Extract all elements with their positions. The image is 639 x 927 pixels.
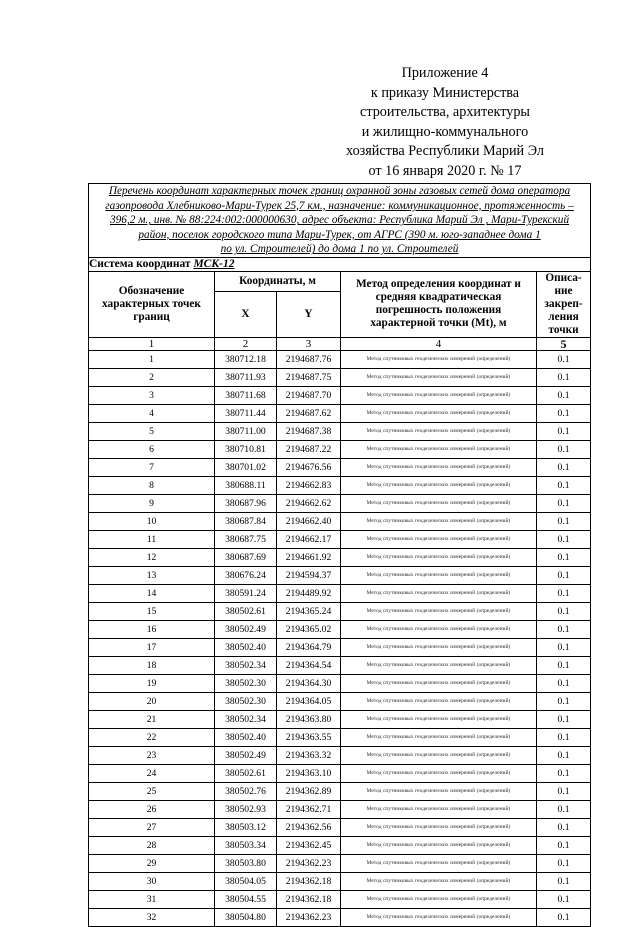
table-row [89, 530, 591, 548]
point-number: 29 [89, 854, 215, 872]
method: Метод спутниковых геодезических измерений (определений) [341, 728, 537, 746]
method: Метод спутниковых геодезических измерений (определений) [341, 692, 537, 710]
table-row [89, 800, 591, 818]
coord-x: 380701.02 [215, 458, 277, 476]
method: Метод спутниковых геодезических измерений (определений) [341, 350, 537, 368]
accuracy-value: 0.1 [537, 404, 591, 422]
accuracy-value: 0.1 [537, 602, 591, 620]
method: Метод спутниковых геодезических измерений (определений) [341, 836, 537, 854]
table-row [89, 872, 591, 890]
coord-x: 380503.34 [215, 836, 277, 854]
point-number: 9 [89, 494, 215, 512]
coord-x: 380503.80 [215, 854, 277, 872]
method: Метод спутниковых геодезических измерений (определений) [341, 368, 537, 386]
method: Метод спутниковых геодезических измерений (определений) [341, 872, 537, 890]
coord-y: 2194363.32 [277, 746, 341, 764]
table-row [89, 422, 591, 440]
coord-x: 380502.76 [215, 782, 277, 800]
accuracy-value: 0.1 [537, 710, 591, 728]
accuracy-value: 0.1 [537, 350, 591, 368]
coord-x: 380502.30 [215, 674, 277, 692]
column-number: 4 [341, 337, 537, 350]
method: Метод спутниковых геодезических измерений (определений) [341, 458, 537, 476]
method: Метод спутниковых геодезических измерений (определений) [341, 422, 537, 440]
header-line: точки [548, 323, 579, 336]
method: Метод спутниковых геодезических измерений (определений) [341, 764, 537, 782]
accuracy-value: 0.1 [537, 620, 591, 638]
coord-y: 2194687.75 [277, 368, 341, 386]
point-number: 1 [89, 350, 215, 368]
coord-x: 380711.44 [215, 404, 277, 422]
coord-y: 2194363.10 [277, 764, 341, 782]
coord-y: 2194662.17 [277, 530, 341, 548]
table-row [89, 746, 591, 764]
coord-y: 2194363.55 [277, 728, 341, 746]
coordinate-system-value: МСК-12 [193, 257, 235, 270]
table-row [89, 854, 591, 872]
point-number: 30 [89, 872, 215, 890]
coord-y: 2194687.22 [277, 440, 341, 458]
point-number: 3 [89, 386, 215, 404]
coord-x: 380711.00 [215, 422, 277, 440]
coord-y: 2194594.37 [277, 566, 341, 584]
point-number: 10 [89, 512, 215, 530]
point-number: 5 [89, 422, 215, 440]
coord-y: 2194676.56 [277, 458, 341, 476]
method: Метод спутниковых геодезических измерений (определений) [341, 656, 537, 674]
coord-x: 380502.30 [215, 692, 277, 710]
point-number: 6 [89, 440, 215, 458]
heading-line: Перечень координат характерных точек границ охранной зоны газовых сетей дома оператора [108, 185, 571, 197]
coord-x: 380502.34 [215, 656, 277, 674]
accuracy-value: 0.1 [537, 728, 591, 746]
method: Метод спутниковых геодезических измерений (определений) [341, 818, 537, 836]
column-number: 5 [537, 337, 591, 350]
point-number: 11 [89, 530, 215, 548]
coord-x: 380710.81 [215, 440, 277, 458]
coord-y: 2194364.05 [277, 692, 341, 710]
table-row [89, 890, 591, 908]
coord-y: 2194687.62 [277, 404, 341, 422]
point-number: 2 [89, 368, 215, 386]
coord-x: 380504.55 [215, 890, 277, 908]
method: Метод спутниковых геодезических измерений (определений) [341, 674, 537, 692]
header-line: характерной точки (Mt), м [370, 317, 507, 330]
coord-y: 2194687.38 [277, 422, 341, 440]
method: Метод спутниковых геодезических измерений (определений) [341, 638, 537, 656]
coord-x: 380711.68 [215, 386, 277, 404]
accuracy-value: 0.1 [537, 782, 591, 800]
table-row [89, 836, 591, 854]
coord-y: 2194362.71 [277, 800, 341, 818]
table-row [89, 494, 591, 512]
accuracy-value: 0.1 [537, 368, 591, 386]
point-number: 13 [89, 566, 215, 584]
coord-x: 380711.93 [215, 368, 277, 386]
coord-x: 380504.80 [215, 908, 277, 926]
table-row [89, 728, 591, 746]
accuracy-value: 0.1 [537, 764, 591, 782]
header-line: характерных точек [102, 297, 201, 310]
method: Метод спутниковых геодезических измерений (определений) [341, 512, 537, 530]
header-line: ления [548, 310, 579, 323]
appendix-line: к приказу Министерства [370, 84, 520, 101]
method: Метод спутниковых геодезических измерений (определений) [341, 710, 537, 728]
point-number: 27 [89, 818, 215, 836]
coord-y: 2194362.18 [277, 872, 341, 890]
heading-line: район, поселок городского типа Мари-Турек, от АГРС (390 м. юго-западнее дома 1 [138, 228, 541, 241]
appendix-block [300, 64, 590, 182]
accuracy-value: 0.1 [537, 584, 591, 602]
point-number: 16 [89, 620, 215, 638]
accuracy-value: 0.1 [537, 692, 591, 710]
method: Метод спутниковых геодезических измерений (определений) [341, 746, 537, 764]
table-row [89, 638, 591, 656]
coord-x: 380502.93 [215, 800, 277, 818]
point-number: 15 [89, 602, 215, 620]
accuracy-value: 0.1 [537, 818, 591, 836]
accuracy-value: 0.1 [537, 458, 591, 476]
point-number: 12 [89, 548, 215, 566]
header-line: границ [133, 310, 170, 323]
coord-y: 2194687.76 [277, 350, 341, 368]
table-row [89, 782, 591, 800]
table-row [89, 620, 591, 638]
point-number: 21 [89, 710, 215, 728]
point-number: 25 [89, 782, 215, 800]
method: Метод спутниковых геодезических измерений (определений) [341, 440, 537, 458]
table-row [89, 458, 591, 476]
coord-x: 380687.84 [215, 512, 277, 530]
accuracy-value: 0.1 [537, 656, 591, 674]
coordinates-table [88, 183, 591, 927]
table-row [89, 404, 591, 422]
coord-y: 2194662.83 [277, 476, 341, 494]
point-number: 14 [89, 584, 215, 602]
column-number: 1 [89, 337, 215, 350]
header-coordinates: Координаты, м [215, 271, 341, 291]
coord-y: 2194364.79 [277, 638, 341, 656]
header-line: Описа- [545, 271, 582, 284]
coord-y: 2194364.30 [277, 674, 341, 692]
table-row [89, 386, 591, 404]
coord-x: 380591.24 [215, 584, 277, 602]
method: Метод спутниковых геодезических измерений (определений) [341, 404, 537, 422]
header-description [537, 271, 591, 337]
accuracy-value: 0.1 [537, 746, 591, 764]
table-row [89, 602, 591, 620]
coord-y: 2194362.89 [277, 782, 341, 800]
point-number: 32 [89, 908, 215, 926]
coordinate-system-label: Система координат [89, 257, 191, 270]
point-number: 7 [89, 458, 215, 476]
accuracy-value: 0.1 [537, 548, 591, 566]
point-number: 23 [89, 746, 215, 764]
appendix-line: хозяйства Республики Марий Эл [346, 143, 544, 160]
column-number: 2 [215, 337, 277, 350]
table-row [89, 908, 591, 926]
accuracy-value: 0.1 [537, 854, 591, 872]
method: Метод спутниковых геодезических измерений (определений) [341, 494, 537, 512]
method: Метод спутниковых геодезических измерений (определений) [341, 908, 537, 926]
coord-x: 380502.40 [215, 638, 277, 656]
point-number: 22 [89, 728, 215, 746]
method: Метод спутниковых геодезических измерений (определений) [341, 602, 537, 620]
coord-y: 2194661.92 [277, 548, 341, 566]
coord-y: 2194364.54 [277, 656, 341, 674]
coord-x: 380676.24 [215, 566, 277, 584]
method: Метод спутниковых геодезических измерений (определений) [341, 890, 537, 908]
point-number: 31 [89, 890, 215, 908]
coord-y: 2194662.40 [277, 512, 341, 530]
coord-y: 2194489.92 [277, 584, 341, 602]
table-row [89, 818, 591, 836]
accuracy-value: 0.1 [537, 494, 591, 512]
table-row [89, 548, 591, 566]
coord-x: 380502.61 [215, 602, 277, 620]
coord-x: 380502.49 [215, 620, 277, 638]
coord-y: 2194365.02 [277, 620, 341, 638]
table-row [89, 692, 591, 710]
appendix-line: строительства, архитектуры [360, 104, 530, 121]
table-row [89, 368, 591, 386]
header-line: Обозначение [118, 284, 185, 297]
accuracy-value: 0.1 [537, 512, 591, 530]
coord-y: 2194363.80 [277, 710, 341, 728]
table-row [89, 674, 591, 692]
method: Метод спутниковых геодезических измерений (определений) [341, 566, 537, 584]
coord-x: 380687.96 [215, 494, 277, 512]
accuracy-value: 0.1 [537, 800, 591, 818]
appendix-line: и жилищно-коммунального [361, 123, 529, 140]
method: Метод спутниковых геодезических измерений (определений) [341, 476, 537, 494]
table-row [89, 350, 591, 368]
document-heading [89, 184, 591, 258]
table-row [89, 566, 591, 584]
coord-y: 2194687.70 [277, 386, 341, 404]
column-number: 3 [277, 337, 341, 350]
header-line: закреп- [544, 297, 583, 310]
method: Метод спутниковых геодезических измерений (определений) [341, 548, 537, 566]
table-row [89, 710, 591, 728]
point-number: 26 [89, 800, 215, 818]
header-y: Y [277, 292, 341, 338]
coord-y: 2194362.23 [277, 854, 341, 872]
point-number: 19 [89, 674, 215, 692]
header-line: погрешность положения [375, 304, 502, 317]
method: Метод спутниковых геодезических измерений (определений) [341, 800, 537, 818]
table-row [89, 512, 591, 530]
coord-y: 2194662.62 [277, 494, 341, 512]
coord-x: 380502.61 [215, 764, 277, 782]
accuracy-value: 0.1 [537, 530, 591, 548]
coord-x: 380502.40 [215, 728, 277, 746]
method: Метод спутниковых геодезических измерений (определений) [341, 530, 537, 548]
coord-y: 2194365.24 [277, 602, 341, 620]
coord-y: 2194362.56 [277, 818, 341, 836]
accuracy-value: 0.1 [537, 386, 591, 404]
coord-x: 380688.11 [215, 476, 277, 494]
accuracy-value: 0.1 [537, 440, 591, 458]
coord-y: 2194362.45 [277, 836, 341, 854]
point-number: 8 [89, 476, 215, 494]
point-number: 18 [89, 656, 215, 674]
appendix-line: Приложение 4 [401, 65, 489, 81]
point-number: 17 [89, 638, 215, 656]
heading-line: 396,2 м., инв. № 88:224:002:000000630, адрес объекта: Республика Марий Эл , Мари-Турекский [109, 214, 570, 227]
header-method [341, 271, 537, 337]
coordinate-system [89, 257, 591, 271]
method: Метод спутниковых геодезических измерений (определений) [341, 782, 537, 800]
table-row [89, 440, 591, 458]
accuracy-value: 0.1 [537, 908, 591, 926]
method: Метод спутниковых геодезических измерений (определений) [341, 854, 537, 872]
header-line: ние [554, 284, 573, 297]
coord-x: 380687.75 [215, 530, 277, 548]
accuracy-value: 0.1 [537, 422, 591, 440]
header-line: средняя квадратическая [375, 291, 502, 304]
header-line: Метод определения координат и [356, 278, 521, 291]
method: Метод спутниковых геодезических измерений (определений) [341, 386, 537, 404]
method: Метод спутниковых геодезических измерений (определений) [341, 620, 537, 638]
coord-y: 2194362.18 [277, 890, 341, 908]
coord-x: 380502.49 [215, 746, 277, 764]
coord-x: 380504.05 [215, 872, 277, 890]
method: Метод спутниковых геодезических измерений (определений) [341, 584, 537, 602]
table-row [89, 656, 591, 674]
accuracy-value: 0.1 [537, 566, 591, 584]
appendix-line: от 16 января 2020 г. № 17 [368, 162, 522, 179]
coord-x: 380502.34 [215, 710, 277, 728]
table-row [89, 764, 591, 782]
table-row [89, 584, 591, 602]
coord-y: 2194362.23 [277, 908, 341, 926]
point-number: 20 [89, 692, 215, 710]
header-designation [89, 271, 215, 337]
accuracy-value: 0.1 [537, 836, 591, 854]
accuracy-value: 0.1 [537, 872, 591, 890]
coord-x: 380687.69 [215, 548, 277, 566]
header-x: X [215, 292, 277, 338]
point-number: 28 [89, 836, 215, 854]
accuracy-value: 0.1 [537, 638, 591, 656]
point-number: 24 [89, 764, 215, 782]
point-number: 4 [89, 404, 215, 422]
heading-line: по ул. Строителей) до дома 1 по ул. Строителей [220, 243, 459, 256]
heading-line: газопровода Хлебниково-Мари-Турек 25,7 км., назначение: коммуникационное, протяженность – [105, 199, 574, 212]
table-row [89, 476, 591, 494]
accuracy-value: 0.1 [537, 890, 591, 908]
accuracy-value: 0.1 [537, 674, 591, 692]
coord-x: 380503.12 [215, 818, 277, 836]
accuracy-value: 0.1 [537, 476, 591, 494]
coord-x: 380712.18 [215, 350, 277, 368]
